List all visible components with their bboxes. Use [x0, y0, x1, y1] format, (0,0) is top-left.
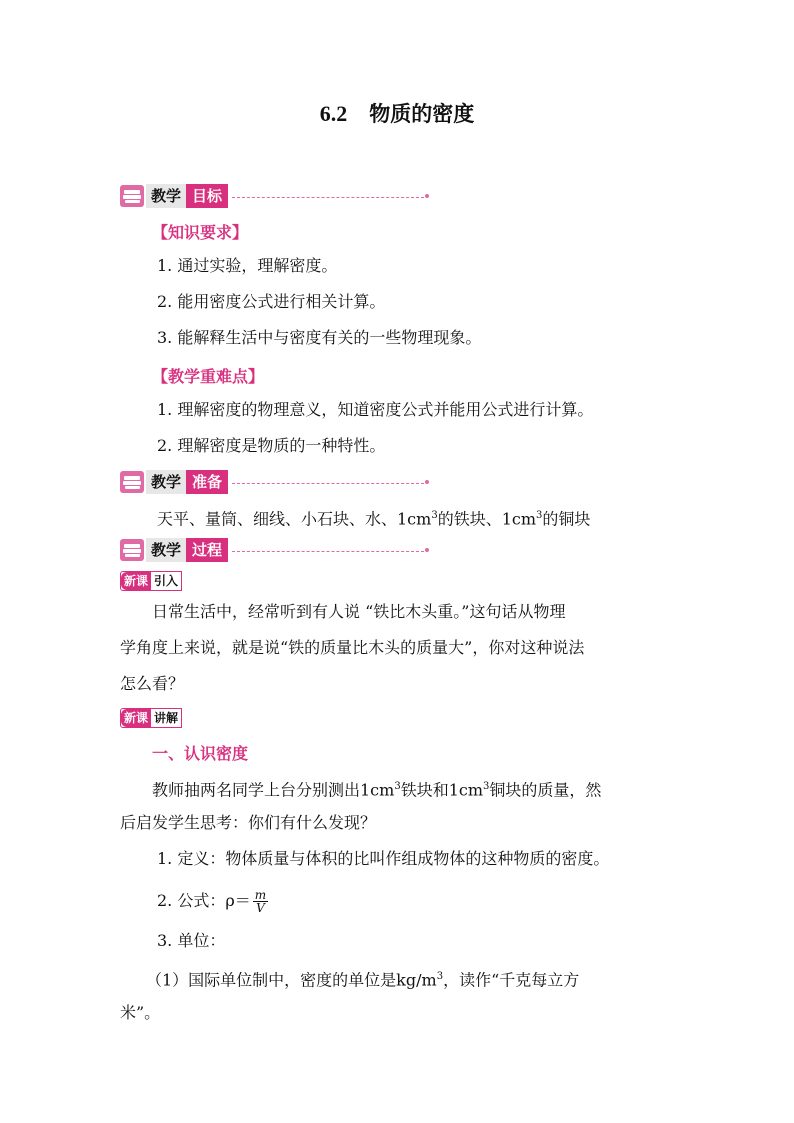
- tag-lecture-label2: 讲解: [151, 709, 181, 727]
- knowledge-heading: 【知识要求】: [152, 223, 249, 242]
- books-icon: [120, 185, 144, 207]
- dashed-divider: [232, 197, 424, 198]
- keypoints-heading: 【教学重难点】: [152, 367, 265, 386]
- section-label-part1: 教学: [146, 470, 186, 494]
- section-label-part1: 教学: [146, 538, 186, 562]
- keypoints-item-2: 2. 理解密度是物质的一种特性。: [157, 436, 386, 455]
- unit-text-c: ，读作“千克每立方: [443, 970, 580, 990]
- unit-sup: 3: [436, 971, 444, 982]
- lecture-p1a: 教师抽两名同学上台分别测出1cm: [152, 780, 395, 800]
- divider-dot: [425, 480, 429, 484]
- books-icon: [120, 539, 144, 561]
- tag-intro-label2: 引入: [151, 572, 181, 590]
- tag-intro: [120, 571, 182, 591]
- section-label-part2: 过程: [186, 538, 228, 562]
- formula-denominator: V: [256, 901, 265, 915]
- lecture-para-2: 后启发学生思考：你们有什么发现？: [120, 813, 377, 832]
- knowledge-item-2: 2. 能用密度公式进行相关计算。: [157, 292, 386, 311]
- section-label-part1: 教学: [146, 184, 186, 208]
- prep-sup-2: 3: [536, 510, 543, 521]
- lecture-sup-2: 3: [483, 781, 490, 792]
- lecture-unit-line1: [146, 967, 579, 990]
- lecture-sup-1: 3: [394, 781, 401, 792]
- prep-text-e: 的铜块: [542, 509, 591, 529]
- prep-sup-1: 3: [431, 510, 438, 521]
- divider-dot: [425, 548, 429, 552]
- page-title: [0, 98, 794, 128]
- lecture-para-1: [152, 777, 601, 800]
- lecture-definition: 1. 定义：物体质量与体积的比叫作组成物体的这种物质的密度。: [157, 849, 610, 868]
- formula-fraction: [253, 889, 268, 914]
- section-label-part2: 准备: [186, 470, 228, 494]
- lecture-unit: 3. 单位：: [157, 931, 226, 950]
- tag-lecture: [120, 708, 182, 728]
- divider-dot: [425, 194, 429, 198]
- dashed-divider: [232, 483, 424, 484]
- books-icon: [120, 471, 144, 493]
- intro-line-1: 日常生活中，经常听到有人说 “铁比木头重。”这句话从物理: [152, 602, 566, 621]
- section-label-part2: 目标: [186, 184, 228, 208]
- title-number: 6.2: [319, 101, 348, 126]
- knowledge-item-1: 1. 通过实验，理解密度。: [157, 256, 338, 275]
- lecture-unit-line2: 米”。: [120, 1003, 161, 1022]
- title-text: 物质的密度: [369, 102, 475, 126]
- formula-label: 2. 公式：ρ＝: [157, 891, 251, 910]
- dashed-divider: [232, 551, 424, 552]
- prep-text-a: 天平、量筒、细线、小石块、水、1cm: [157, 509, 432, 529]
- intro-line-3: 怎么看？: [120, 674, 185, 693]
- lecture-p1c: 铁块和1cm: [400, 780, 484, 800]
- unit-text-a: （1）国际单位制中，密度的单位是kg/m: [146, 970, 437, 990]
- intro-line-2: 学角度上来说，就是说“铁的质量比木头的质量大”，你对这种说法: [120, 638, 585, 657]
- knowledge-item-3: 3. 能解释生活中与密度有关的一些物理现象。: [157, 328, 482, 347]
- prep-text-c: 的铁块、1cm: [437, 509, 537, 529]
- prep-materials: [157, 506, 590, 529]
- lecture-p1e: 铜块的质量，然: [489, 780, 602, 800]
- formula-numerator: m: [254, 888, 267, 902]
- section-header-goals: [120, 184, 429, 208]
- section-header-process: [120, 538, 429, 562]
- keypoints-item-1: 1. 理解密度的物理意义，知道密度公式并能用公式进行计算。: [157, 400, 594, 419]
- tag-lecture-label1: 新课: [121, 709, 151, 727]
- lecture-heading: 一、认识密度: [152, 744, 249, 763]
- tag-intro-label1: 新课: [121, 572, 151, 590]
- section-header-prep: [120, 470, 429, 494]
- lecture-formula: [157, 889, 268, 914]
